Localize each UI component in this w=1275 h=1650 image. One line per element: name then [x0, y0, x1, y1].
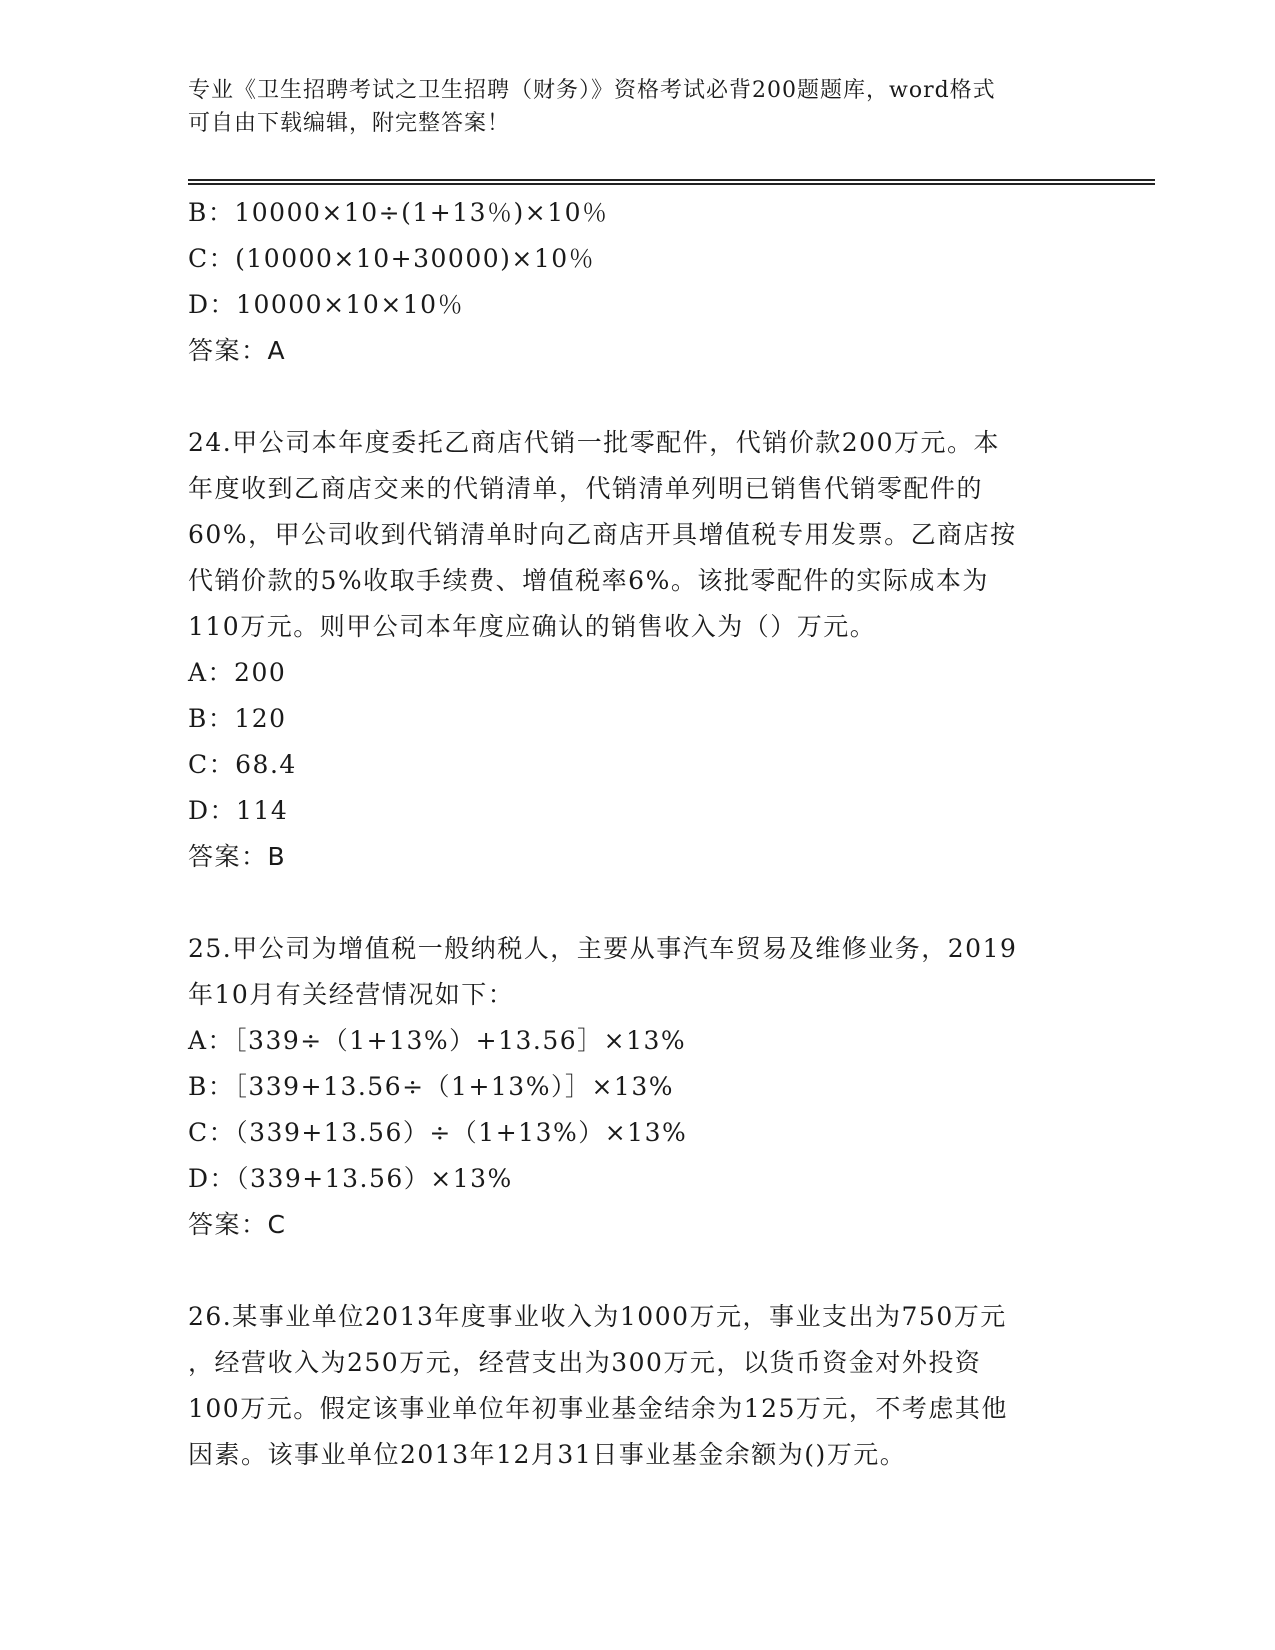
- answer-line: 答案：C: [188, 1210, 287, 1239]
- option-d: D：10000×10×10％: [188, 290, 465, 319]
- option-c: C：68.4: [188, 750, 297, 779]
- question-stem-line: 110万元。则甲公司本年度应确认的销售收入为（）万元。: [188, 612, 877, 641]
- option-d: D：114: [188, 796, 289, 825]
- question-stem-line: 100万元。假定该事业单位年初事业基金结余为125万元，不考虑其他: [188, 1394, 1008, 1423]
- question-23-tail: [188, 190, 1088, 374]
- spacer: [188, 374, 1088, 420]
- header-rule-bottom: [188, 183, 1155, 185]
- question-stem-line: 因素。该事业单位2013年12月31日事业基金余额为()万元。: [188, 1440, 907, 1469]
- answer-line: 答案：A: [188, 336, 287, 365]
- document-header: [188, 74, 1068, 140]
- answer-line: 答案：B: [188, 842, 287, 871]
- question-stem-line: 25.甲公司为增值税一般纳税人，主要从事汽车贸易及维修业务，2019: [188, 934, 1018, 963]
- option-c: C：（339+13.56）÷（1+13%）×13%: [188, 1118, 688, 1147]
- question-stem-line: ，经营收入为250万元，经营支出为300万元，以货币资金对外投资: [188, 1348, 982, 1377]
- question-26: [188, 1294, 1088, 1478]
- spacer: [188, 1248, 1088, 1294]
- question-24: [188, 420, 1088, 880]
- header-line-1: 专业《卫生招聘考试之卫生招聘（财务）》资格考试必背200题题库，word格式: [188, 78, 996, 103]
- question-stem-line: 60%，甲公司收到代销清单时向乙商店开具增值税专用发票。乙商店按: [188, 520, 1017, 549]
- spacer: [188, 880, 1088, 926]
- option-b: B：10000×10÷(1+13％)×10％: [188, 198, 609, 227]
- header-line-2: 可自由下载编辑，附完整答案！: [188, 111, 511, 136]
- question-stem-line: 年10月有关经营情况如下：: [188, 980, 515, 1009]
- option-d: D：（339+13.56）×13%: [188, 1164, 513, 1193]
- option-b: B：［339+13.56÷（1+13%）］×13%: [188, 1072, 674, 1101]
- question-stem-line: 24.甲公司本年度委托乙商店代销一批零配件，代销价款200万元。本: [188, 428, 1000, 457]
- option-c: C：(10000×10+30000)×10％: [188, 244, 596, 273]
- option-a: A：200: [188, 658, 287, 687]
- question-list: [188, 190, 1088, 1478]
- option-a: A：［339÷（1+13%）+13.56］×13%: [188, 1026, 687, 1055]
- question-25: [188, 926, 1088, 1248]
- question-stem-line: 代销价款的5%收取手续费、增值税率6%。该批零配件的实际成本为: [188, 566, 989, 595]
- question-stem-line: 26.某事业单位2013年度事业收入为1000万元，事业支出为750万元: [188, 1302, 1007, 1331]
- question-stem-line: 年度收到乙商店交来的代销清单，代销清单列明已销售代销零配件的: [188, 474, 984, 503]
- header-rule-top: [188, 179, 1155, 181]
- option-b: B：120: [188, 704, 287, 733]
